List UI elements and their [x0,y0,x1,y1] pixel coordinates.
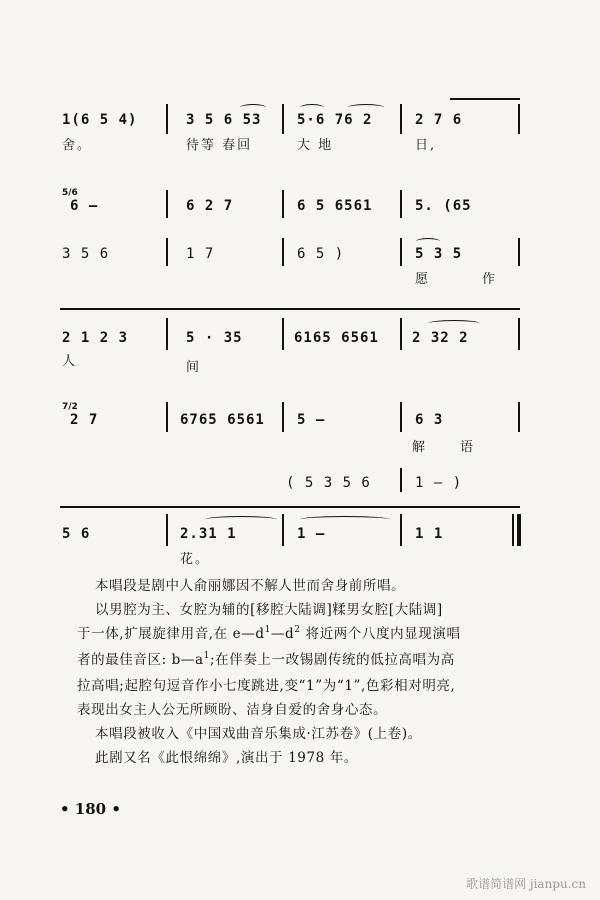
measure-1-2: 3 5 6 53 [186,112,262,128]
barline [166,318,168,350]
measure-3-4: 5 3 5 [415,246,463,262]
measure-2-1: 6 – [70,198,99,214]
barline [166,402,168,432]
paragraph-2-line-1: 以男腔为主、女腔为辅的[移腔大陆调]糅男女腔[大陆调] [95,602,443,618]
barline [518,318,520,350]
measure-4-4: 2 32 2 [412,330,469,346]
lyric-4-1: 人 [62,354,78,369]
watermark: 歌谱简谱网 jianpu.cn [466,877,586,891]
measure-6-3: 1 – [297,526,326,542]
barline [282,318,284,350]
barline [166,514,168,546]
lyric-3-1: 愿 [415,272,431,287]
measure-3-1: 3 5 6 [62,246,110,262]
page-number: • 180 • [60,800,121,818]
slur [348,104,384,111]
paragraph-4: 此剧又名《此恨绵绵》,演出于 1978 年。 [95,750,358,766]
barline [282,190,284,218]
measure-4-3: 6165 6561 [294,330,379,346]
lyric-1-2: 待等 春回 [186,138,253,153]
barline [518,402,520,432]
slur [300,104,324,111]
slur [240,104,266,111]
measure-1-3: 5·6 76 2 [297,112,373,128]
slur [300,516,390,523]
barline [400,318,402,350]
barline [518,104,520,134]
lyric-1-3: 大 地 [297,138,334,153]
interlude-1: ( 5 3 5 6 [286,475,371,491]
slur [428,320,480,327]
lyric-1-1: 舍。 [62,138,93,153]
measure-3-3: 6 5 ) [297,246,345,262]
barline [400,104,402,134]
lyric-4-2: 间 [186,360,202,375]
measure-1-1: 1(6 5 4) [62,112,138,128]
measure-2-4: 5. (65 [415,198,472,214]
slur [416,238,440,245]
measure-1-4: 2 7 6 [415,112,463,128]
interlude-2: 1 – ) [415,475,463,491]
lyric-5-1: 解 [412,440,428,455]
barline [400,238,402,266]
measure-5-3: 5 – [297,412,326,428]
final-barline-thin [512,514,514,546]
barline [518,238,520,266]
measure-4-2: 5 · 35 [186,330,243,346]
paragraph-3: 本唱段被收入《中国戏曲音乐集成·江苏卷》(上卷)。 [95,726,422,742]
paragraph-2-line-5: 表现出女主人公无所顾盼、洁身自爱的舍身心态。 [77,702,388,718]
measure-5-1: 2 7 [70,412,99,428]
measure-5-2: 6765 6561 [180,412,265,428]
barline [282,238,284,266]
lyric-3-2: 作 [482,272,498,287]
barline [282,514,284,546]
measure-2-2: 6 2 7 [186,198,234,214]
lyric-1-4: 日, [415,138,437,153]
measure-6-2: 2.31 1 [180,526,237,542]
barline [166,104,168,134]
lyric-6-1: 花。 [180,552,211,567]
paragraph-2-line-3: 者的最佳音区: $b—a^1$;在伴奏上一改锡剧传统的低拉高唱为高 [77,651,455,668]
phrase-line [60,506,520,508]
barline [400,190,402,218]
paragraph-2-line-4: 拉高唱;起腔句逗音作小七度跳进,变“1”为“1”,色彩相对明亮, [77,678,456,694]
barline [400,468,402,492]
barline [166,238,168,266]
grace-note: 5/6 [62,188,78,198]
slur [205,516,277,523]
lyric-5-2: 语 [460,440,476,455]
grace-note: 7/2 [62,402,78,412]
measure-2-3: 6 5 6561 [297,198,373,214]
measure-5-4: 6 3 [415,412,444,428]
measure-6-1: 5 6 [62,526,91,542]
measure-4-1: 2 1 2 3 [62,330,129,346]
paragraph-1: 本唱段是剧中人俞丽娜因不解人世而舍身前所唱。 [95,578,406,594]
barline [400,402,402,432]
phrase-line [60,308,520,310]
barline [282,104,284,134]
final-barline-thick [517,514,521,546]
measure-6-4: 1 1 [415,526,444,542]
commentary [77,574,535,770]
barline [282,402,284,432]
phrase-line [450,98,520,100]
barline [166,190,168,218]
barline [400,514,402,546]
measure-3-2: 1 7 [186,246,215,262]
paragraph-2-line-2: 于一体,扩展旋律用音,在 $e—d^1—d^2$ 将近两个八度内显现演唱 [77,625,461,642]
